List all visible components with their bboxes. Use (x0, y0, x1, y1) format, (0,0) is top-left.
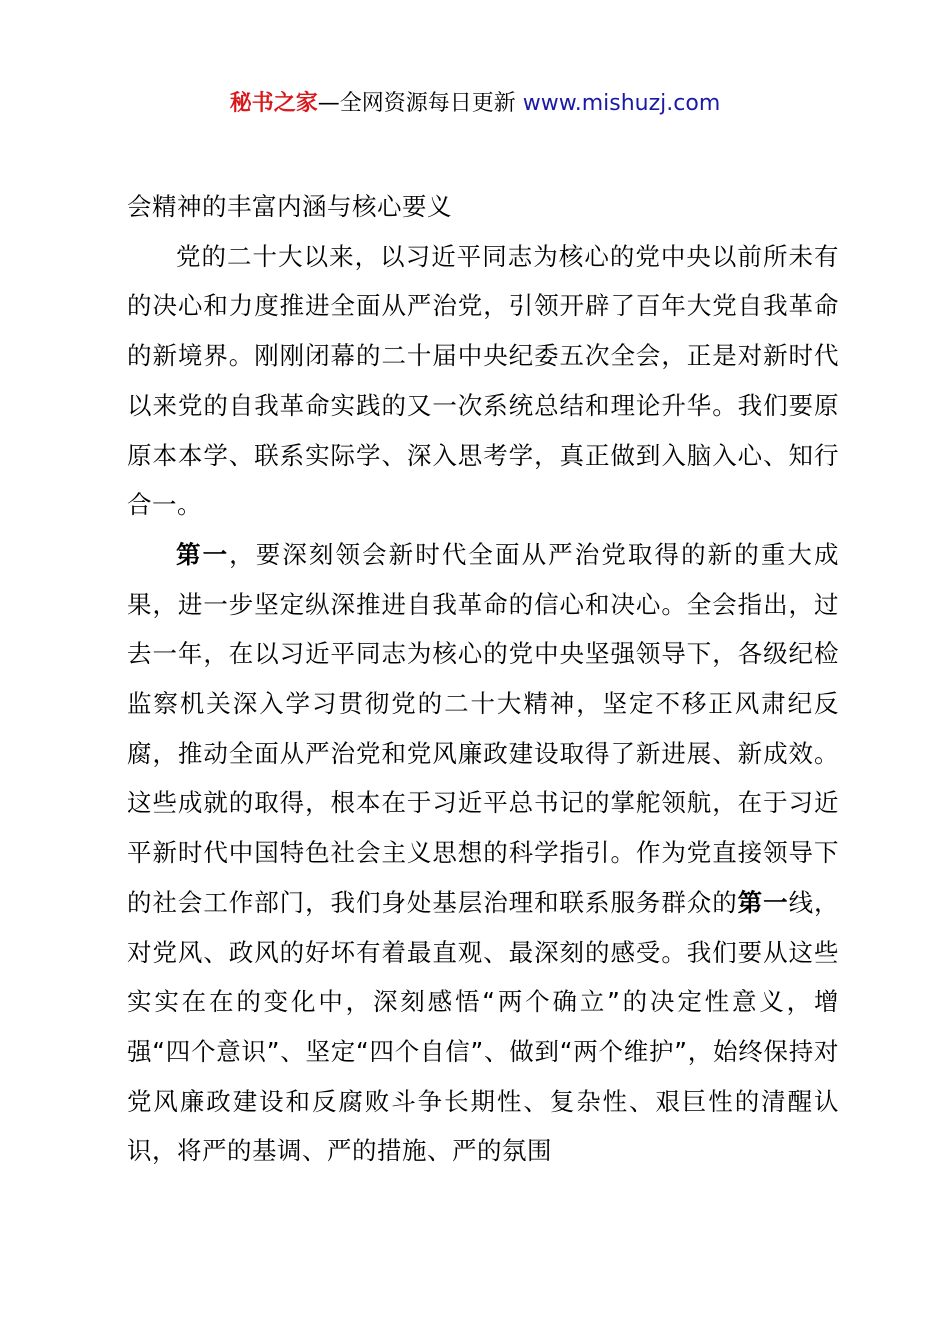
paragraph-continuation: 会精神的丰富内涵与核心要义 (127, 192, 452, 221)
paragraph-first-point (127, 530, 839, 1176)
page-header (0, 86, 950, 122)
site-tagline: —全网资源每日更新 (317, 91, 523, 116)
site-url[interactable]: www.mishuzj.com (522, 91, 721, 116)
site-brand: 秘书之家 (229, 91, 318, 116)
point-label: 第一 (176, 539, 230, 569)
inline-bold: 第一 (737, 887, 789, 917)
point-text-a: ，要深刻领会新时代全面从严治党取得的新的重大成果，进一步坚定纵深推进自我革命的信心和决心。全会指出，过去一年，在以习近平同志为核心的党中央坚强领导下，各级纪检监察机关深入学习贯彻党的二十大精神，坚定不移正风肃纪反腐，推动全面从严治党和党风廉政建设取得了新进展、新成效。这些成就的取得，根本在于习近平总书记的掌舵领航，在于习近平新时代中国特色社会主义思想的科学指引。作为党直接领导下的社会工作部门，我们身处基层治理和联系服务群众的 (127, 539, 840, 917)
document-body (127, 182, 839, 1176)
paragraph-intro: 党的二十大以来，以习近平同志为核心的党中央以前所未有的决心和力度推进全面从严治党，引领开辟了百年大党自我革命的新境界。刚刚闭幕的二十届中央纪委五次全会，正是对新时代以来党的自我革命实践的又一次系统总结和理论升华。我们要原原本本学、联系实际学、深入思考学，真正做到入脑入心、知行合一。 (127, 241, 839, 520)
point-text-b: 线，对党风、政风的好坏有着最直观、最深刻的感受。我们要从这些实实在在的变化中，深刻感悟“两个确立”的决定性意义，增强“四个意识”、坚定“四个自信”、做到“两个维护”，始终保持对党风廉政建设和反腐败斗争长期性、复杂性、艰巨性的清醒认识，将严的基调、严的措施、严的氛围 (127, 887, 840, 1166)
